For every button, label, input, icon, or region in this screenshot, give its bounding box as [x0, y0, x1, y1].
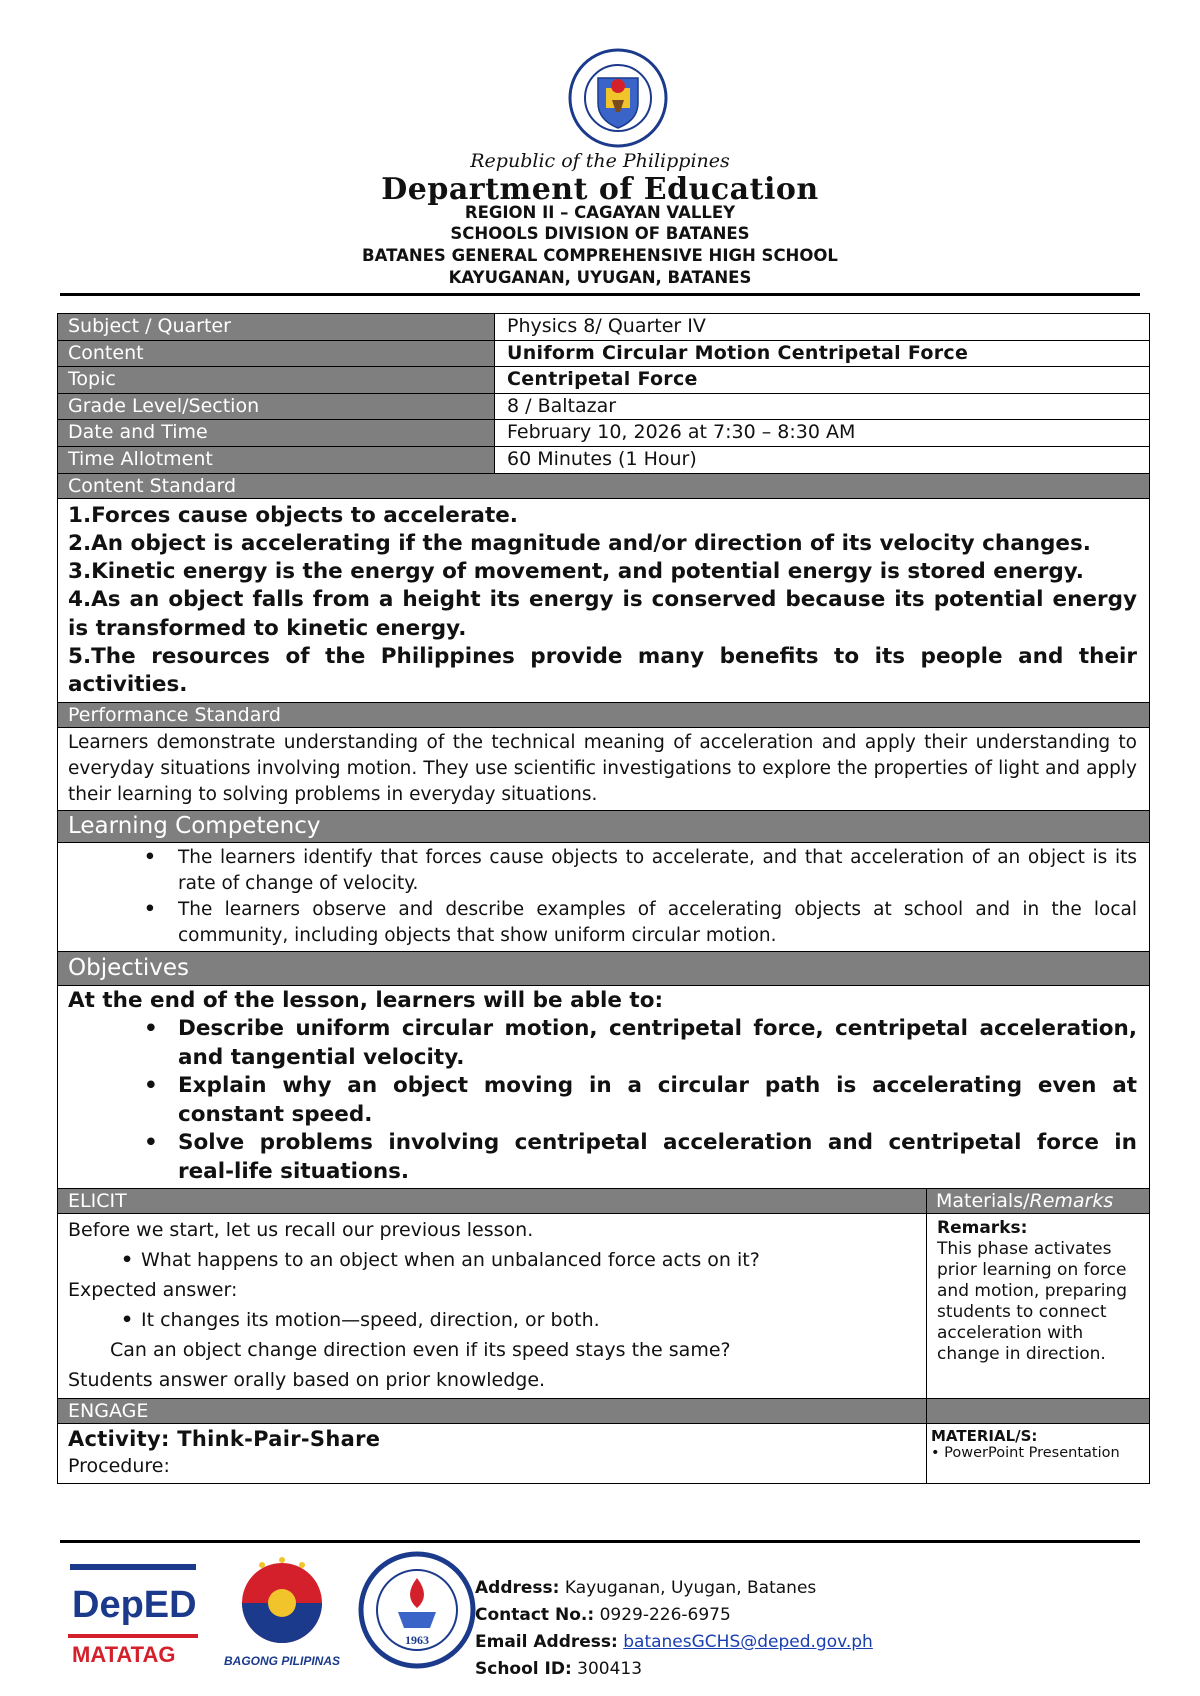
row-subject-quarter	[58, 314, 1149, 341]
content-standard-item: 3.Kinetic energy is the energy of movement, and potential energy is stored energy.	[68, 559, 1084, 585]
activity-title: Activity: Think-Pair-Share	[68, 1427, 381, 1452]
objective-item: • Describe uniform circular motion, centripetal force, centripetal acceleration, and tangential velocity.	[178, 1015, 1137, 1072]
expected-answer-label: Expected answer:	[68, 1279, 238, 1302]
department-heading: Department of Education	[381, 172, 819, 207]
school-id-line: School ID: 300413	[475, 1659, 643, 1679]
materials-title: MATERIAL/S:	[931, 1427, 1038, 1446]
row-time-allotment	[58, 447, 1149, 474]
objective-item: • Explain why an object moving in a circular path is accelerating even at constant speed.	[178, 1072, 1137, 1129]
school-seal-logo	[358, 1548, 476, 1673]
content-standard-header: Content Standard	[58, 474, 1149, 499]
label-date-time: Date and Time	[58, 420, 495, 446]
division-line: SCHOOLS DIVISION OF BATANES	[450, 224, 750, 243]
deped-seal-logo	[568, 48, 668, 148]
expected-answer-item: • It changes its motion—speed, direction, or both.	[141, 1305, 926, 1335]
svg-text:MATATAG: MATATAG	[72, 1642, 176, 1667]
elicit-header-row	[58, 1189, 1149, 1214]
elicit-closing: Students answer orally based on prior knowledge.	[68, 1369, 546, 1392]
elicit-content	[58, 1214, 927, 1398]
learning-competency-header: Learning Competency	[58, 811, 1149, 843]
procedure-label: Procedure:	[68, 1455, 170, 1478]
value-content: Uniform Circular Motion Centripetal Force	[507, 341, 969, 364]
remarks-title: Remarks:	[937, 1218, 1028, 1239]
content-standard-list	[58, 499, 1149, 703]
materials-item: • PowerPoint Presentation	[931, 1445, 1120, 1462]
address-line: Address: Kayuganan, Uyugan, Batanes	[475, 1578, 817, 1598]
content-standard-item: 2.An object is accelerating if the magnitude and/or direction of its velocity changes.	[68, 530, 1091, 556]
email-link[interactable]: batanesGCHS@deped.gov.ph	[623, 1632, 873, 1652]
label-time-allotment: Time Allotment	[58, 447, 495, 473]
elicit-body-row	[58, 1214, 1149, 1399]
objectives-intro: At the end of the lesson, learners will be able to:	[68, 987, 664, 1013]
deped-matatag-logo	[68, 1562, 198, 1672]
row-grade-section	[58, 394, 1149, 421]
school-contact-block	[475, 1575, 873, 1683]
school-line: BATANES GENERAL COMPREHENSIVE HIGH SCHOOL	[362, 246, 838, 265]
elicit-remarks	[927, 1214, 1149, 1398]
objective-item: • Solve problems involving centripetal acceleration and centripetal force in real-life situations.	[178, 1129, 1137, 1186]
remarks-text: This phase activates prior learning on force and motion, preparing students to connect acceleration with change in direction.	[937, 1239, 1128, 1365]
engage-header-row	[58, 1399, 1149, 1424]
republic-heading: Republic of the Philippines	[470, 150, 730, 172]
content-standard-item: 1.Forces cause objects to accelerate.	[68, 502, 518, 528]
content-standard-item: 5.The resources of the Philippines provide many benefits to its people and their activities.	[68, 644, 1137, 698]
value-subject-quarter: Physics 8/ Quarter IV	[507, 315, 706, 337]
label-subject-quarter: Subject / Quarter	[58, 314, 495, 340]
performance-standard-header: Performance Standard	[58, 703, 1149, 728]
value-grade-section: 8 / Baltazar	[507, 394, 617, 417]
svg-text:DepED: DepED	[72, 1584, 197, 1626]
elicit-followup-question: Can an object change direction even if its speed stays the same?	[110, 1339, 731, 1362]
value-topic: Centripetal Force	[507, 368, 698, 391]
engage-materials	[927, 1424, 1149, 1483]
region-line: REGION II – CAGAYAN VALLEY	[464, 203, 736, 222]
svg-text:1963: 1963	[405, 1633, 429, 1647]
value-date-time: February 10, 2026 at 7:30 – 8:30 AM	[507, 421, 856, 444]
location-line: KAYUGANAN, UYUGAN, BATANES	[448, 268, 752, 287]
email-line: Email Address: batanesGCHS@deped.gov.ph	[475, 1632, 873, 1652]
elicit-header: ELICIT	[58, 1189, 927, 1213]
bagong-pilipinas-logo	[222, 1555, 342, 1675]
content-standard-item: 4.As an object falls from a height its energy is conserved because its potential energy is transformed to kinetic energy.	[68, 587, 1137, 641]
svg-text:BAGONG PILIPINAS: BAGONG PILIPINAS	[223, 1654, 341, 1668]
row-date-time	[58, 420, 1149, 447]
value-time-allotment: 60 Minutes (1 Hour)	[507, 447, 697, 470]
lesson-plan-table	[57, 313, 1150, 1484]
performance-standard-text: Learners demonstrate understanding of the technical meaning of acceleration and apply their understanding to everyday situations involving motion. They use scientific investigations to explore the properties of light and apply their learning to solving problems in everyday situations.	[58, 728, 1149, 811]
elicit-intro: Before we start, let us recall our previous lesson.	[68, 1219, 534, 1242]
label-grade-section: Grade Level/Section	[58, 394, 495, 420]
engage-content	[58, 1424, 927, 1483]
competency-item: • The learners observe and describe examples of accelerating objects at school and in the local community, including objects that show uniform circular motion.	[178, 897, 1137, 949]
row-content	[58, 341, 1149, 368]
engage-body-row	[58, 1424, 1149, 1483]
row-topic	[58, 367, 1149, 394]
engage-header: ENGAGE	[58, 1399, 927, 1423]
contact-line: Contact No.: 0929-226-6975	[475, 1605, 731, 1625]
objectives-body	[58, 986, 1149, 1190]
materials-remarks-header: Materials/Remarks	[936, 1190, 1114, 1213]
objectives-header: Objectives	[58, 952, 1149, 986]
elicit-question-item: • What happens to an object when an unbalanced force acts on it?	[141, 1245, 926, 1275]
label-content: Content	[58, 341, 495, 367]
competency-item: • The learners identify that forces cause objects to accelerate, and that acceleration of an object is its rate of change of velocity.	[178, 845, 1137, 897]
label-topic: Topic	[58, 367, 495, 393]
footer-rule	[60, 1540, 1140, 1543]
learning-competency-body	[58, 843, 1149, 952]
header-rule	[60, 293, 1140, 296]
